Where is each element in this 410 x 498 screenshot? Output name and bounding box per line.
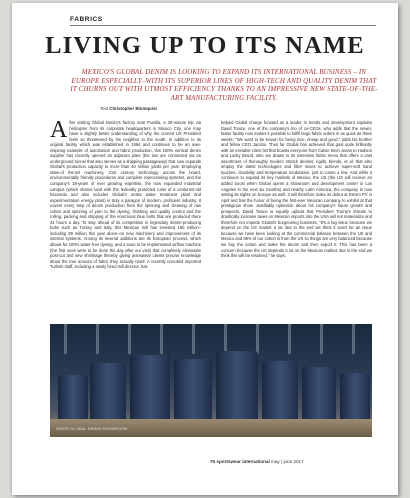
ceiling-lights <box>50 324 372 354</box>
publication-name: sportswear international <box>216 459 270 464</box>
magazine-page <box>12 3 398 495</box>
drop-cap: A <box>50 120 68 143</box>
byline <box>100 106 157 111</box>
body-text-right: helped Global charge forward as a leader in trends and development explains David Tonice, one of the company's trio of co-CEOs, who adds that the newer, faster facility now makes it possible to fulfill large fabric orders in as quick as three weeks. "We want to be known for being nice, cheap and good," adds his brother and fellow CEO Jacobo. Thus far Global has achieved that goal quite brilliantly with an enviable client list that boasts everyone from Calvin Klein Jeans to Hudson and Lucky Brand, who are drawn to its extensive fabric menu that offers a vast assortment of thoroughly modern stretch denims, rigids, blends, et al. that also employ the latest technologies and fiber mixes to achieve super-soft hand touches, durability and temperature modulation, just to name a few. And while it continues to expand its key markets of Mexico, the US (the US will receive an added boost when Global opens a showroom and development center in Los Angeles in the next six months) and nearby Latin America, the company is now setting its sights on Europe as well. It will therefore make its debut at Denim PV in April and has the honor of being the first-ever Mexican company to exhibit at that prestigious show. Justifiably optimistic about his company's future growth and prospects, David Tonice is equally upbeat that President Trump's threats to drastically increase taxes on Mexican imports into the USA will not materialize and therefore not impede Global's burgeoning business. "It's a big issue because we depend on the US market a lot. But in the end we think it won't be an issue because we have been looking at the commercial balance between the US and Mexico and 98% of our cotton is from the US so things are very balanced because we buy the cotton and make the denim and then export it. This has been a concern because the US depends a lot on the Mexican market. But in the end we think this will be resolved," he says. <box>221 120 372 259</box>
page-number: 76 <box>210 459 216 464</box>
byline-prefix: Text <box>100 106 110 111</box>
body-column-right <box>221 120 372 326</box>
header-divider <box>70 25 376 26</box>
byline-author: Christopher Blomquist <box>109 106 157 111</box>
article-standfirst: MEXICO'S GLOBAL DENIM IS LOOKING TO EXPAND ITS INTERNATIONAL BUSINESS – IN EUROPE ESPECIALLY–WITH ITS SUPERIOR LINES OF HIGH-TECH AND QUALITY DENIM THAT IT CHURNS OUT WITH UTMOST EFFICIENCY THANKS TO AN IMPRESSIVE NEW STATE-OF-THE-ART MANUFACTURING FACILITY. <box>70 69 378 102</box>
page-footer <box>210 459 304 464</box>
article-title: LIVING UP TO ITS NAME <box>45 32 365 59</box>
body-column-left <box>50 120 201 326</box>
photo-caption: GRIDS GLOBAL DENIM SHOWROOM <box>56 427 128 431</box>
section-label: FABRICS <box>70 16 103 23</box>
issue-date: may | june 2017 <box>271 459 304 464</box>
showroom-photo <box>50 324 372 437</box>
body-text-left: fter visiting Global Denim's factory near Puebla, a 30-minute trip via helicopter from its corporate headquarters in Mexico City, one may have a slightly better understanding of why the current US President feels so threatened by his neighbor to the south. In addition to its original facility which was established in 1994 and continues to be an awe-inspiring example of automation and fabric production, this 100% vertical denim supplier has recently opened an adjacent plant (the two are connected via an underground tunnel that also serves as a shipping passageway) that now expands Global's production capacity to more than 40 million yards per year. Employing state-of the-art machinery, 21st century technology across the board, environmentally friendly procedures and complete reprocessing systems, and the company's 18-years of ever growing expertise, the now expanded industrial campus (which shares land with the federally protected ruins of a centuries-old hacienda and also includes Global's onsite water treatment plant and experimentation energy plant) is truly a paragon of modern, proficient industry. It covers every step of denim production from the spinning and cleaning of raw cotton and spinning of yarn to the dyeing, finishing and quality control and the rolling, packing and shipping of the enormous blue bolts that are produced there 24 hours a day. To stay ahead of its competition in legendary denim-producing hubs such as Turkey and Italy, this Mexican mill has invested 180 million–including 89 million this year alone–on new machinery and improvement of its internal systems. Among its several additions are its European process, which allows for 100% water-free dyeing, and a soon to be implemented airflow machine (the first ones were to be done the day after our visit) that completely eliminates post-cut and sew shrinkage thereby giving jeanswear clients precise knowledge about the true amount of fabric they actually need. A recently recruited imported Turkish staff, including a newly hired mill director, has <box>50 120 201 270</box>
